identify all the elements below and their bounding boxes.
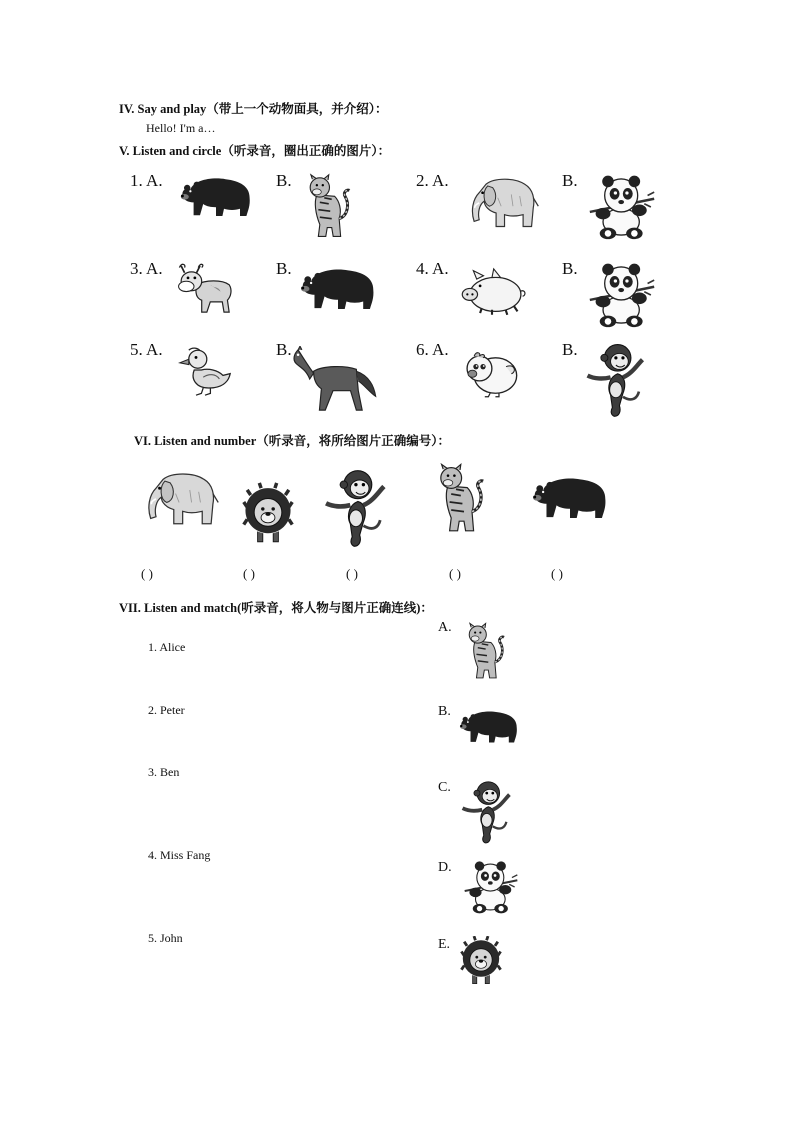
tiger-icon[interactable] <box>302 170 354 242</box>
q4-option-b-label: B. <box>562 259 578 278</box>
pig-icon[interactable] <box>458 264 526 318</box>
panda-icon[interactable] <box>580 262 664 328</box>
q3-option-b-label: B. <box>276 259 292 278</box>
monkey-icon[interactable] <box>584 340 646 420</box>
q5-option-b-label: B. <box>276 340 292 359</box>
q2-option-a-label: 2. A. <box>416 171 449 190</box>
duck-icon[interactable] <box>178 340 232 400</box>
person-john[interactable]: 5. John <box>148 931 183 945</box>
match-option-d-label: D. <box>438 860 452 875</box>
match-option-c-label: C. <box>438 780 451 795</box>
tiger-icon[interactable] <box>462 620 508 682</box>
q4-option-a-label: 4. A. <box>416 259 449 278</box>
q6-option-b-label: B. <box>562 340 578 359</box>
q1-option-a-label: 1. A. <box>130 171 163 190</box>
answer-blank-1[interactable]: ( ) <box>141 566 153 581</box>
match-option-e-label: E. <box>438 937 451 952</box>
section-4-example-line: Hello! I'm a… <box>146 121 216 135</box>
monkey-icon[interactable] <box>322 466 388 550</box>
answer-blank-5[interactable]: ( ) <box>551 566 563 581</box>
bear-icon[interactable] <box>296 262 380 314</box>
section-5-heading: V. Listen and circle（听录音，圈出正确的图片）： <box>119 144 391 158</box>
lion-icon[interactable] <box>242 482 294 548</box>
bear-icon[interactable] <box>528 470 612 524</box>
q1-option-b-label: B. <box>276 171 292 190</box>
monkey-icon[interactable] <box>458 778 514 846</box>
panda-icon[interactable] <box>580 174 664 240</box>
q3-option-a-label: 3. A. <box>130 259 163 278</box>
panda-icon[interactable] <box>458 860 524 914</box>
bear-icon[interactable] <box>176 170 256 222</box>
person-ben[interactable]: 3. Ben <box>148 765 180 779</box>
section-4-heading: IV. Say and play（带上一个动物面具，并介绍）： <box>119 102 388 116</box>
bear-icon[interactable] <box>456 704 522 748</box>
person-peter[interactable]: 2. Peter <box>148 703 185 717</box>
lion-icon[interactable] <box>460 936 502 988</box>
answer-blank-2[interactable]: ( ) <box>243 566 255 581</box>
elephant-icon[interactable] <box>140 466 220 530</box>
section-6-heading: VI. Listen and number（听录音，将所给图片正确编号）： <box>134 434 450 448</box>
person-miss-fang[interactable]: 4. Miss Fang <box>148 848 211 862</box>
elephant-icon[interactable] <box>464 172 540 232</box>
q5-option-a-label: 5. A. <box>130 340 163 359</box>
chick-icon[interactable] <box>460 344 522 400</box>
horse-icon[interactable] <box>290 346 378 414</box>
match-option-a-label: A. <box>438 620 452 635</box>
person-alice[interactable]: 1. Alice <box>148 640 186 654</box>
q6-option-a-label: 6. A. <box>416 340 449 359</box>
answer-blank-3[interactable]: ( ) <box>346 566 358 581</box>
section-7-heading: VII. Listen and match(听录音，将人物与图片正确连线)： <box>119 601 433 615</box>
tiger-icon[interactable] <box>432 460 488 536</box>
match-option-b-label: B. <box>438 704 451 719</box>
cow-icon[interactable] <box>176 258 236 320</box>
answer-blank-4[interactable]: ( ) <box>449 566 461 581</box>
q2-option-b-label: B. <box>562 171 578 190</box>
